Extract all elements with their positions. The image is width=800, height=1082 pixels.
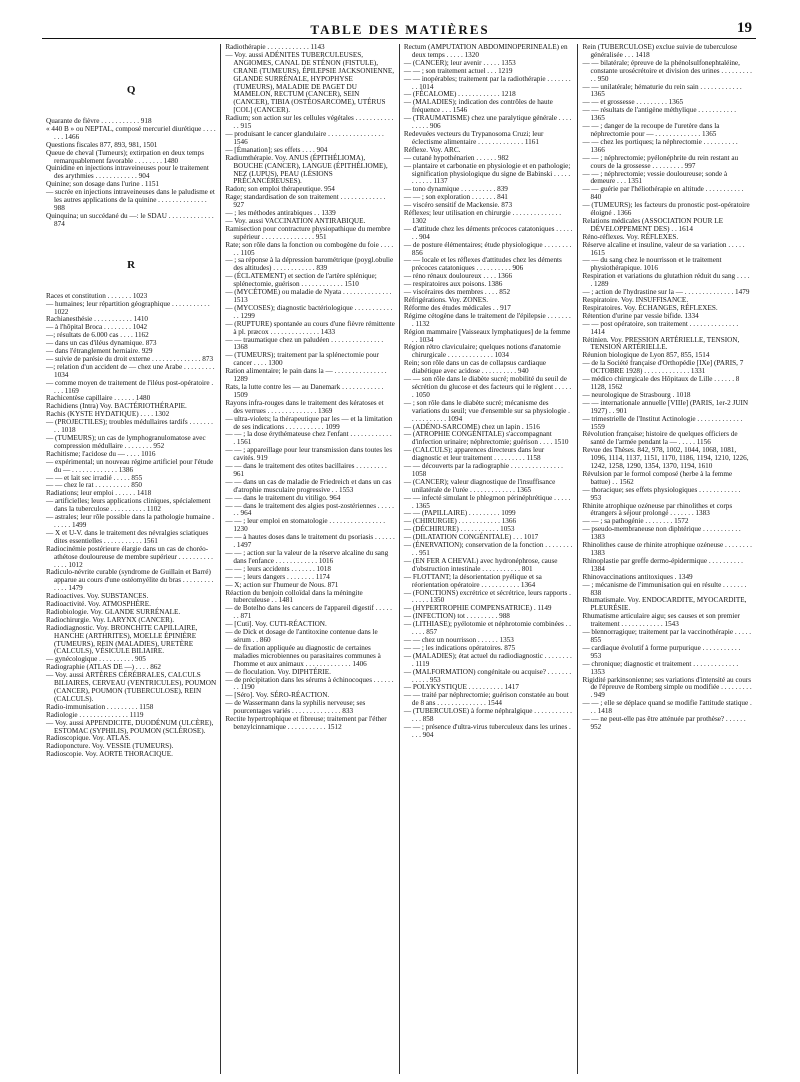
index-entry: — — ; néphrectomie; pyélonéphrite du rein restant au cours de la grossesse . . . . . . . . . 997: [582, 153, 739, 170]
index-entry: — sucrée en injections intraveineuses dans le paludisme et les autres applications de la quinine . . . . . . . . . . . . . . 988: [46, 188, 215, 212]
index-entry: — comme moyen de traitement de l'iléus post-opératoire . . . . 1169: [46, 378, 214, 395]
index-entry: — [Émanation]; ses effets . . . . 904: [225, 145, 328, 154]
index-entry: Queue de cheval (Tumeurs); extirpation en deux temps remarquablement favorable . . . . . . . . 1480: [46, 148, 205, 165]
page-header: [0, 0, 800, 38]
index-entry: — suivie de parésie du droit externe . . . . . . . . . . . . . . 873: [46, 354, 214, 363]
index-entry: Rhinovaccinations antitoxiques . 1349: [582, 572, 693, 581]
index-entry: — plantaire et carbonatie en physiologie et en pathologie; signification physiologique du signe de Babinski . . . . . . . . . . . 1137: [403, 161, 571, 186]
index-entry: « 440 B » ou NEPTAL, composé mercuriel diurétique . . . . . . . 1466: [46, 124, 216, 141]
index-entry: Radiobiologie. Voy. GLANDE SURRÉNALE.: [46, 607, 181, 616]
index-entry: Ramisection pour contracture physiopathique du membre supérieur . . . . . . . . . . . . . . . 951: [225, 224, 391, 241]
index-entry: Rage; standardisation de son traitement . . . . . . . . . . . . . 927: [225, 193, 386, 210]
index-entry: — (CANCER); leur avenir . . . . . 1353: [403, 58, 516, 67]
index-entry: — respiratoires aux poisons. 1386: [403, 280, 503, 289]
index-entry: Radiocinémie postérieure élargie dans un cas de choréo-athétose douloureuse de membre supérieur . . . . . . . . . . . . . . 1012: [46, 544, 213, 569]
index-entry: Radiochirurgie. Voy. LARYNX (CANCER).: [46, 615, 175, 624]
index-entry: — ; action de l'hydrastine sur la — . . . . . . . . . . . . . . 1479: [582, 288, 750, 297]
index-entry: Radium; son action sur les cellules végétales . . . . . . . . . . . . . 915: [225, 114, 394, 131]
index-entry: — ; sa réponse à la dépression barométrique (poygl.obulie des altitudes) . . . . . . . . . . . . 839: [225, 256, 394, 273]
index-entry: Réforme des études médicales . . 917: [403, 303, 511, 312]
index-entry: — — découverts par la radiographie . . . . . . . . . . . . . . . 1058: [403, 462, 563, 478]
page-title: TABLE DES MATIÈRES: [310, 22, 490, 37]
index-entry: Rachianesthésie . . . . . . . . . . . 1410: [46, 315, 149, 324]
index-entry: — — ; leur emploi en stomatologie . . . . . . . . . . . . . . . . 1230: [225, 517, 386, 534]
index-entry: — X et U-V. dans le traitement des névralgies sciatiques dites essentielles . . . . . . . . . . . 1561: [46, 528, 209, 545]
index-entry: — astrales; leur rôle possible dans la pathologie humaine . . . . . . 1499: [46, 513, 215, 529]
index-entry: — — ; appareillage pour leur transmission dans toutes les cavités. 919: [225, 446, 392, 463]
index-entry: — cutané hypothénarien . . . . . . 982: [403, 153, 509, 162]
index-entry: Radiumthérapie. Voy. ANUS (ÉPITHÉLIOMA), BOUCHE (CANCER), LANGUE (ÉPITHÉLIOME), NEZ (LUPUS), PEAU (LÉSIONS PRÉCANCÉREUSES).: [225, 153, 388, 186]
index-entry: — (ÉCLATEMENT) et section de l'artère splénique; splénectomie, guérison . . . . . . . . . . . . 1510: [225, 272, 377, 289]
index-entry: — — son rôle dans le diabète sucré; mobilité du seuil de sécrétion du glucose et des facteurs qui le règlent . . . . . . 1050: [403, 375, 572, 399]
index-entry: Ration alimentaire; le pain dans la — . . . . . . . . . . . . . . . 1289: [225, 367, 387, 384]
index-entry: Radiothérapie . . . . . . . . . . . . 1143: [225, 44, 325, 51]
index-entry: Rigidité parkinsonienne; ses variations d'intensité au cours de l'épreuve de Romberg simple ou modifiée . . . . . . . . . . 949: [582, 675, 752, 700]
index-entry: — — ; danger de la recoupe de l'uretère dans la néphrectomie pour — . . . . . . . . . . . . . 1365: [582, 122, 720, 138]
index-entry: — produisant le cancer glandulaire . . . . . . . . . . . . . . . . 1546: [225, 129, 384, 146]
index-entry: — — ; elle se déplace quand se modifie l'attitude statique . . . 1418: [582, 699, 752, 716]
index-entry: Radioponcture. Voy. VESSIE (TUMEURS).: [46, 742, 174, 751]
index-entry: Quarante de fièvre . . . . . . . . . . . 918: [46, 117, 152, 125]
index-entry: — artificielles; leurs applications cliniques, spécialement dans la tuberculose . . . . . . . . . . 1102: [46, 497, 211, 514]
index-entry: Réserve alcaline et insuline, valeur de sa variation . . . . . 1615: [582, 240, 745, 257]
index-entry: — (FÉCALOME) . . . . . . . . . . . . 1218: [403, 90, 516, 99]
index-entry: — Voy. aussi ARTÈRES CÉRÉBRALES, CALCULS BILIAIRES, CERVEAU (VENTRICULES), POUMON (CANCER), POUMON (TUBERCULOSE), REIN (CALCULS).: [46, 671, 217, 703]
index-entry: — (INFECTION) tot . . . . . . . . . 988: [403, 612, 510, 621]
index-entry: — de fixation appliquée au diagnostic de certaines maladies microbiennes ou parasitaires communes à l'homme et aux animaux . . . . . . . . . . . . . 1406: [225, 643, 381, 668]
index-entry: — (HYPERTROPHIE COMPENSATRICE) . 1149: [403, 604, 552, 613]
index-entry: — — ; leurs dangers . . . . . . . . 1174: [225, 572, 330, 581]
index-entry: — de la Société française d'Orthopédie [IXe] (PARIS, 7 OCTOBRE 1928) . . . . . . . . . . . . . 1331: [582, 359, 744, 376]
index-entry: — (TUBERCULOSE) à forme néphralgique . . . . . . . . . . . . . . 858: [403, 707, 572, 724]
index-entry: Radiodiagnostic. Voy. BRONCHITE CAPILLAIRE, HANCHE (ARTHRITES), MOELLE ÉPINIÈRE (TUMEURS), REIN (MALADIES), URETÈRE (CALCULS), VÉSICULE BILIAIRE.: [46, 623, 198, 656]
index-entry: Quinidine en injections intraveineuses pour le traitement des arythmies . . . . . . . . . . . . 904: [46, 164, 209, 181]
index-entry: — expérimental; un nouveau régime artificiel pour l'étude du — . . . . . . . . . . . . . 1386: [46, 457, 214, 474]
index-entry: Redevuées vecteurs du Trypanosoma Cruzi; leur éclectisme alimentaire . . . . . . . . . . . . . 1161: [403, 129, 544, 146]
index-entry: Rhinite atrophique ozéneuse par rhinolithes et corps étrangers à séjour prolongé . . . . . . . 1383: [582, 501, 733, 518]
index-entry: — (EN FER A CHEVAL) avec hydronéphrose, cause d'obstruction intestinale . . . . . . . . . . . 801: [403, 556, 558, 573]
index-entry: — (LITHIASE); pyélotomie et néphrotomie combinées . . . . . . 857: [403, 620, 571, 637]
index-entry: Rachitisme; l'acidose du — . . . . 1016: [46, 449, 156, 458]
index-entry: — — ; son traitement actuel . . . 1219: [403, 66, 513, 75]
index-entry: Radioactives. Voy. SUBSTANCES.: [46, 592, 149, 601]
index-entry: — (ÉNERVATION); conservation de la fonction . . . . . . . . . . 951: [403, 541, 573, 557]
index-entry: — — unilatérale; hématurie du rein sain . . . . . . . . . . . . 1365: [582, 82, 742, 99]
index-entry: —; relation d'un accident de — chez une Arabe . . . . . . . . . 1034: [46, 362, 215, 379]
index-entry: — de Wassermann dans la syphilis nerveuse; ses pourcentages variés . . . . . . . . . . . . . . 833: [225, 699, 366, 716]
index-entry: Radiologie . . . . . . . . . . . . . . 1119: [46, 710, 144, 719]
index-entry: — — ; néphrectomie; vessie douloureuse; sonde à demeure . . . 1351: [582, 169, 728, 186]
index-entry: Rhumatismale. Voy. ENDOCARDITE, MYOCARDITE, PLEURÉSIE.: [582, 596, 747, 613]
index-entry: — (DÉCHIRURE) . . . . . . . . . . . 1053: [403, 525, 515, 534]
index-entry: Rétinien. Voy. PRESSION ARTÉRIELLE, TENSION, TENSION ARTÉRIELLE.: [582, 335, 740, 352]
index-entry: Révulsion par le formol composé (herbe à la femme battue) . . 1562: [582, 469, 733, 486]
index-entry: — (FONCTIONS) excrétrice et sécrétrice, leurs rapports . . . . . . 1350: [403, 588, 571, 605]
index-entry: Réfrigérations. Voy. ZONES.: [403, 296, 488, 304]
index-entry: Rats, la lutte contre les — au Danemark . . . . . . . . . . . . 1509: [225, 382, 384, 399]
index-entry: — thoracique; ses effets physiologiques . . . . . . . . . . . . 953: [582, 485, 741, 502]
index-entry: — pseudo-membraneuse non diphtérique . . . . . . . . . . . 1383: [582, 525, 741, 542]
index-entry: Réunion biologique de Lyon 857, 855, 1514: [582, 351, 710, 360]
index-entry: — — guérie par l'héliothérapie en altitude . . . . . . . . . . . 840: [582, 185, 744, 202]
index-entry: Radiculo-névrite curable (syndrome de Guillain et Barré) apparue au cours d'une ostéomyélite du bras . . . . . . . . . . . . . 1479: [46, 568, 214, 593]
index-entry: Rachis (KYSTE HYDATIQUE) . . . . 1302: [46, 410, 170, 419]
index-entry: Radioscopique. Voy. ATLAS.: [46, 734, 131, 743]
index-entry: — (ADÉNO-SARCOME) chez un lapin . 1516: [403, 422, 540, 431]
index-entry: — — inopérables; traitement par la radiothérapie . . . . . . . . . 1014: [403, 74, 571, 91]
index-entry: — (TUMEURS); traitement par la splénectomie pour cancer . . . . 1300: [225, 351, 380, 368]
index-entry: — — traumatique chez un paludéen . . . . . . . . . . . . . . . 1368: [225, 335, 384, 352]
index-entry: — — dans le traitement des algies post-zostériennes . . . . . . . 964: [225, 501, 394, 518]
index-entry: — Voy. aussi VACCINATION ANTIRABIQUE.: [225, 216, 366, 225]
index-entry: — (RUPTURE) spontanée au cours d'une fièvre rémittente à pl. præcox . . . . . . . . . . . . . . 1433: [225, 319, 395, 336]
index-entry: — — ; présence d'ultra-virus tuberculeux dans les urines . . . . 904: [403, 722, 571, 739]
index-entry: — neurologique de Strasbourg . 1018: [582, 390, 691, 399]
index-entry: — — du sang chez le nourrisson et le traitement physiothérapique. 1016: [582, 256, 722, 273]
index-entry: Radiations; leur emploi . . . . . . 1418: [46, 489, 152, 498]
index-entry: — — ; les indications opératoires. 875: [403, 643, 516, 652]
index-entry: Rayons infra-rouges dans le traitement des kératoses et des verrues . . . . . . . . . . . . . . 1369: [225, 398, 384, 415]
index-entry: — — dans un cas de maladie de Friedreich et dans un cas d'atrophie musculaire progressive . . 1553: [225, 477, 392, 494]
index-entry: Révolution française; histoire de quelques officiers de santé de l'armée pendant la — . . . . . 1156: [582, 430, 738, 447]
index-entry: — cardiaque évolutif à forme purpurique . . . . . . . . . . . 953: [582, 643, 741, 660]
index-entry: — dans l'étranglement herniaire. 929: [46, 347, 153, 356]
index-entry: — de floculation. Voy. DIPHTÉRIE.: [225, 667, 331, 676]
index-entry: Rein (TUBERCULOSE) exclue suivie de tuberculose généralisée . . . 1418: [582, 44, 738, 59]
index-entry: — dans un cas d'iléus dynamique. 873: [46, 339, 157, 348]
index-entry: — — infecté simulant le phlegmon périnéphrétique . . . . . . 1365: [403, 493, 571, 510]
index-entry: Rétention d'urine par vessie bifide. 1334: [582, 311, 699, 320]
index-entry: — (MYCOSES); diagnostic bactériologique . . . . . . . . . . . . . 1299: [225, 303, 393, 320]
index-entry: Quinquina; un succédané du —: le SDAU . . . . . . . . . . . . . 874: [46, 211, 214, 228]
index-entry: Questions fiscales 877, 893, 981, 1501: [46, 140, 158, 149]
index-entry: Rachicentèse capillaire . . . . . . 1480: [46, 394, 151, 403]
index-entry: — viscéraires des membres . . . . 852: [403, 288, 511, 297]
index-entry: — (TUMEURS); un cas de lymphogranulomatose avec compression médullaire . . . . . . . . 952: [46, 434, 206, 450]
index-entry: — (TUMEURS); les facteurs du pronostic post-opératoire éloigné . 1366: [582, 201, 750, 218]
index-entry: — chronique; diagnostic et traitement . . . . . . . . . . . . . 1353: [582, 659, 739, 676]
index-entry: Région mammaire [Vaisseaux lymphatiques] de la femme . . 1034: [403, 327, 571, 344]
index-entry: — (DILATATION CONGÉNITALE) . . . 1017: [403, 533, 539, 542]
index-entry: — tono dynamique . . . . . . . . . . 839: [403, 185, 508, 194]
index-entry: — réno rénaux douloureux . . . . 1366: [403, 272, 513, 281]
index-entry: Radon; son emploi thérapeutique. 954: [225, 185, 335, 194]
index-column-1: [42, 44, 220, 1074]
index-entry: Région rétro claviculaire; quelques notions d'anatomie chirurgicale . . . . . . . . . . . . . 1034: [403, 343, 561, 360]
index-entry: — de Botelho dans les cancers de l'appareil digestif . . . . . . . 871: [225, 604, 392, 621]
index-entry: — (CALCULS); apparences directeurs dans leur diagnostic et leur traitement . . . . . . . . . 1158: [403, 446, 545, 463]
index-entry: — (MALADIES); état actuel du radiodiagnostic . . . . . . . . . 1119: [403, 651, 572, 668]
index-entry: — (PROJECTILES); troubles médullaires tardifs . . . . . . . . . 1018: [46, 418, 213, 435]
index-entry: — — ; son exploration . . . . . . . 841: [403, 193, 508, 202]
index-entry: — ultra-violets; la thérapeutique par les — et la limitation de ses indications . . . . . . . . . . . 1099: [225, 414, 393, 431]
index-entry: — trimestrielle de l'Institut Actinologie . . . . . . . . . . . . . 1559: [582, 414, 743, 431]
index-entry: — — post opératoire, son traitement . . . . . . . . . . . . . . 1414: [582, 319, 739, 336]
index-entry: Rachidiens (Intra) Voy. BACTÉRIOTHÉRAPIE.: [46, 402, 187, 411]
index-entry: Respiratoire. Voy. INSUFFISANCE.: [582, 296, 689, 304]
index-entry: Radioscopie. Voy. AORTE THORACIQUE.: [46, 750, 173, 759]
index-entry: — — à hautes doses dans le traitement du psoriasis . . . . . . . 1497: [225, 533, 395, 550]
header-rule: [42, 38, 756, 39]
index-entry: Rhinoplastie par greffe dermo-épidermique . . . . . . . . . . 1384: [582, 556, 743, 573]
index-entry: — gynécologique . . . . . . . . . . 905: [46, 655, 146, 664]
index-entry: Réflexe. Voy. ARC.: [403, 145, 461, 154]
index-entry: — — bilatérale; épreuve de la phénolsulfonephtaléine, constante urosécrétoire et division des urines . . . . . . . . . . . 950: [582, 58, 752, 83]
index-entry: — — dans le traitement du vitiligo. 964: [225, 493, 341, 502]
index-entry: — — ; la dose érythémateuse chez l'enfant . . . . . . . . . . . . . 1561: [225, 430, 392, 447]
index-entry: — — chez le rat . . . . . . . . . . 850: [46, 481, 143, 490]
index-entry: — ; les méthodes antirabiques . . 1339: [225, 209, 336, 218]
index-entry: Rectite hypertrophique et fibreuse; traitement par l'éther benzylcinnamique . . . . . . . . . . . 1512: [225, 715, 387, 731]
index-entry: Régime cétogène dans le traitement de l'épilepsie . . . . . . . . 1132: [403, 311, 571, 328]
index-entry: — — traité par néphrectomie; guérison constatée au bout de 8 ans . . . . . . . . . . . . . . 1544: [403, 691, 569, 708]
index-entry: — — ; leurs accidents . . . . . . . 1018: [225, 564, 331, 573]
index-entry: Réaction du benjoin colloïdal dans la méningite tuberculeuse . . 1481: [225, 588, 363, 605]
index-entry: Réflexes; leur utilisation en chirurgie . . . . . . . . . . . . . . 1302: [403, 209, 562, 225]
index-columns: [42, 44, 756, 1074]
index-entry: — — dans le traitement des otites bacillaires . . . . . . . . . 961: [225, 462, 387, 478]
index-entry: — — locale et les réflexes d'attitudes chez les déments précoces catatoniques . . . . . . . . . . 906: [403, 256, 562, 273]
index-column-2: [220, 44, 399, 1074]
index-entry: — (CHIRURGIE) . . . . . . . . . . . . 1366: [403, 517, 517, 526]
index-entry: — (ATROPHIE CONGÉNITALE) s'accompagnant d'infection urinaire; néphrectomie; guérison . . . . 1510: [403, 430, 569, 447]
index-entry: — d'attitude chez les déments précoces catatoniques . . . . . . . 904: [403, 224, 573, 241]
index-entry: — (MALFORMATION) congénitale ou acquise? . . . . . . . . . . . . 953: [403, 667, 572, 684]
index-entry: — médico chirurgicale des Hôpitaux de Lille . . . . . . 8 1128, 1562: [582, 375, 740, 391]
index-entry: — — internationale annuelle [VIIIe] (PARIS, 1er-2 JUIN 1927) . . 901: [582, 398, 749, 415]
index-entry: — (TRAUMATISME) chez une paralytique générale . . . . . . . . . 906: [403, 114, 572, 131]
index-entry: — FLOTTANT; la désorientation pyélique et sa réorientation opératoire . . . . . . . . . . . 1364: [403, 572, 542, 589]
index-entry: Rein; son rôle dans un cas de collapsus cardiaque diabétique avec acidose . . . . . . . . . . 940: [403, 359, 546, 376]
index-entry: — de Dick et dosage de l'antitoxine contenue dans le sérum . . 860: [225, 628, 378, 644]
index-entry: — — (PAPILLAIRE) . . . . . . . . . 1099: [403, 509, 516, 518]
index-entry: Radio-immunisation . . . . . . . . . 1158: [46, 702, 154, 711]
index-entry: — viscéro sensitif de Mackensie. 873: [403, 201, 513, 210]
index-column-3: [399, 44, 578, 1074]
index-column-4: [577, 44, 756, 1074]
page-number: 19: [737, 20, 752, 36]
column-spacer: [46, 44, 216, 84]
index-entry: — — et grossesse . . . . . . . . . 1365: [582, 98, 684, 107]
index-entry: — X; action sur l'humeur de Nous. 871: [225, 580, 339, 589]
index-entry: Rhinolithes cause de rhinite atrophique ozéneuse . . . . . . . . 1383: [582, 541, 752, 557]
index-entry: Rate; son rôle dans la fonction ou combogène du foie . . . . . . 1105: [225, 240, 394, 257]
index-entry: Rhumatisme articulaire aigu; ses causes et son premier traitement . . . . . . . . . . . . 1543: [582, 612, 740, 629]
index-entry: — Voy. aussi APPENDICITE, DUODÉNUM (ULCÈRE), ESTOMAC (SYPHILIS), POUMON (SCLÉROSE).: [46, 718, 214, 735]
index-entry: — [Séro]. Voy. SÉRO-RÉACTION.: [225, 691, 330, 700]
section-letter: R: [127, 258, 136, 271]
index-entry: — — ; action sur la valeur de la réserve alcaline du sang dans l'enfance . . . . . . . . . . . . 1016: [225, 549, 389, 565]
index-entry: Radioactivité. Voy. ATMOSPHÈRE.: [46, 600, 151, 609]
index-entry: — — ne peut-elle pas être atténuée par prothèse? . . . . . . 952: [582, 715, 746, 731]
index-entry: — (MALADIES); indication des contrôles de haute fréquence . . . 1546: [403, 98, 553, 115]
index-entry: Réno-réflexes. Voy. RÉFLEXES.: [582, 232, 679, 241]
index-entry: — Voy. aussi ADÉNITES TUBERCULEUSES, ANGIOMES, CANAL DE STÉNON (FISTULE), CRANE (TUMEURS), ÉPILEPSIE JACKSONIENNE, GLANDE SURRÉNALE, HYPOPHYSE (TUMEURS), MALADIE DE PAGET DU MAMELON, RECTUM (CANCER), SEIN (CANCER), TIBIA (OSTÉOSARCOME), UTÉRUS [COL] (CANCER).: [225, 50, 395, 115]
index-entry: — — chez un nourrisson . . . . . . 1353: [403, 635, 514, 644]
index-entry: — de précipitation dans les sérums à échinocoques . . . . . . . . 1190: [225, 675, 394, 692]
index-entry: Races et constitution . . . . . . . 1023: [46, 291, 148, 300]
index-entry: Respiration et variations du glutathion réduit du sang . . . . . 1289: [582, 272, 750, 289]
index-entry: Radiographie (ATLAS DE —) . . . . 862: [46, 663, 161, 672]
index-entry: — (CANCER); valeur diagnostique de l'insuffisance unilatérale de l'urée . . . . . . . . . . . . . 1365: [403, 477, 556, 494]
index-entry: —; résultats de 6.000 cas . . . . 1162: [46, 331, 149, 340]
index-entry: — blennorragique; traitement par la vaccinothérapie . . . . . 855: [582, 628, 752, 644]
index-entry: Revue des Thèses. 842, 978, 1002, 1044, 1068, 1081, 1096, 1114, 1137, 1151, 1170, 1186, 1194, 1210, 1226, 1242, 1258, 1290, 1354, 1370, 1194, 1610: [582, 446, 749, 471]
index-entry: Quinine; son dosage dans l'urine . 1151: [46, 180, 160, 189]
index-entry: Rectum (AMPUTATION ABDOMINOPÉRINÉALE) en deux temps . . . . . 1320: [403, 44, 568, 59]
index-entry: — ; son rôle dans le diabète sucré; mécanisme des variations du seuil; vue d'ensemble sur sa physiologie . . . . . . . . . . . 1094: [403, 398, 570, 423]
index-entry: — à l'hôpital Broca . . . . . . . . 1042: [46, 323, 148, 332]
index-entry: Relations médicales (ASSOCIATION POUR LE DÉVELOPPEMENT DES) . . 1614: [582, 216, 723, 233]
index-entry: — — résultats de l'antigène méthylique . . . . . . . . . . . 1365: [582, 106, 737, 123]
index-entry: — humaines; leur répartition géographique . . . . . . . . . . . 1022: [46, 299, 210, 316]
index-entry: — — ; sa pathogénie . . . . . . . . 1572: [582, 517, 689, 526]
index-entry: — — et lait sec irradié . . . . . 855: [46, 473, 143, 482]
index-entry: — de posture élémentaires; étude physiologique . . . . . . . . 856: [403, 240, 572, 257]
index-entry: — [Cuti]. Voy. CUTI-RÉACTION.: [225, 620, 327, 629]
index-entry: — (MYCÉTOME) ou maladie de Nyata . . . . . . . . . . . . . . 1513: [225, 288, 392, 304]
index-entry: Respiratoires. Voy. ÉCHANGES, RÉFLEXES.: [582, 303, 718, 312]
section-letter: Q: [126, 84, 136, 96]
index-entry: — POLYKYSTIQUE . . . . . . . . . . 1417: [403, 683, 519, 692]
index-entry: — — chez les portiques; la néphrectomie . . . . . . . . . . 1366: [582, 137, 738, 154]
index-entry: — ; mécanisme de l'immunisation qui en résulte . . . . . . . 838: [582, 580, 747, 597]
